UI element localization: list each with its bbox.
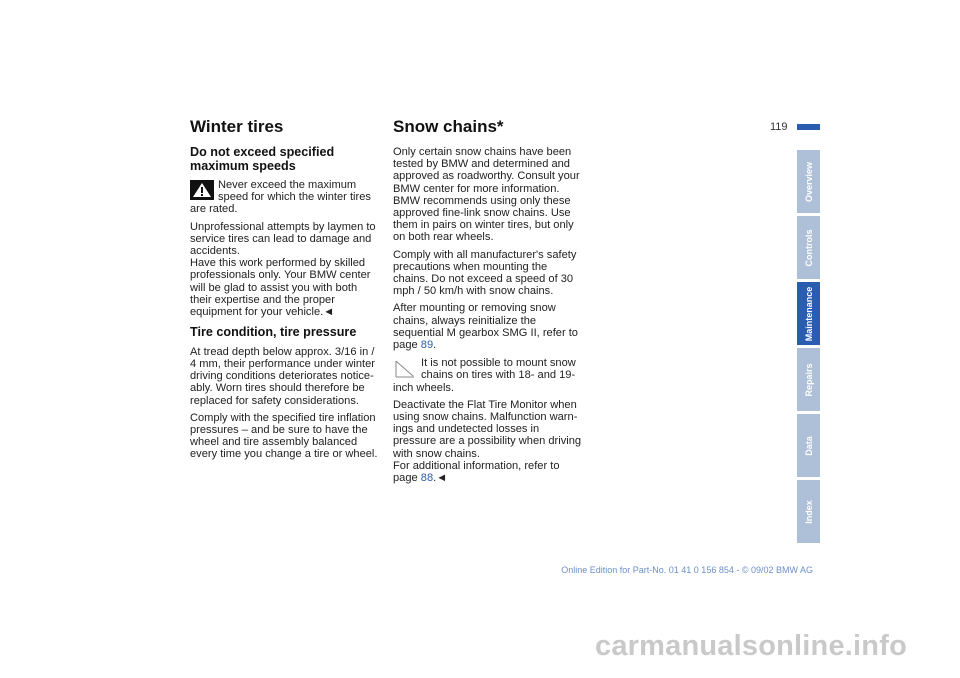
left-column — [190, 118, 380, 466]
page-number: 119 — [770, 121, 788, 133]
page-marker — [797, 124, 820, 130]
end-mark: ◄ — [323, 306, 335, 319]
warning-line: Unprofessional attempts by laymen to service tires can lead to damage and accidents. — [190, 220, 376, 258]
tab-label: Controls — [803, 229, 814, 266]
warning-note — [190, 179, 380, 216]
smg-paragraph — [393, 302, 585, 351]
warning-text: Never exceed the maximum speed for which the winter tires are rated. — [190, 179, 371, 216]
watermark: carmanualsonline.info — [595, 630, 907, 662]
tab-label: Data — [803, 435, 814, 456]
tab-label: Maintenance — [803, 286, 814, 341]
warning-icon — [190, 180, 214, 200]
tire-condition-heading: Tire condition, tire pressure — [190, 325, 357, 340]
paragraph: Comply with the specified tire inflation pressures – and be sure to have the wheel and tire assembly balanced every time you change a tire or wheel. — [190, 411, 378, 461]
tab-repairs[interactable] — [797, 348, 820, 411]
note-arrow-icon — [393, 358, 417, 378]
tab-maintenance[interactable] — [797, 282, 820, 345]
section-tabs — [797, 150, 820, 546]
speeds-heading: Do not exceed specified maximum speeds — [190, 145, 335, 173]
warning-line: Have this work performed by skilled professionals only. Your BMW center will be glad to assist you with both their expertise and the proper equipment for your vehicle. — [190, 257, 371, 319]
tab-overview[interactable] — [797, 150, 820, 213]
paragraph: Only certain snow chains have been tested by BMW and determined and approved as roadworthy. Consult your BMW center for more information. BMW recommends using only these approved fine-link snow chains. Use them in pairs on winter tires, but only on both rear wheels. — [393, 146, 580, 244]
note-line: Deactivate the Flat Tire Monitor when using snow chains. Malfunction warnings and undetected losses in pressure are a possibility when driving with snow chains. — [393, 398, 582, 460]
note-text: It is not possible to mount snow chains on tires with 18- and 19-inch wheels. — [393, 357, 576, 394]
tab-index[interactable] — [797, 480, 820, 543]
tab-controls[interactable] — [797, 216, 820, 279]
right-column — [393, 118, 585, 484]
smg-suffix: . — [433, 339, 437, 352]
page-link-88[interactable]: 88 — [420, 472, 434, 485]
page-link-89[interactable]: 89 — [420, 339, 434, 352]
snow-chains-title: Snow chains* — [393, 117, 504, 136]
paragraph: At tread depth below approx. 3/16 in / 4 mm, their performance under winter driving conditions deteriorates noticeably. Worn tires should therefore be replaced for safety considerations. — [190, 345, 375, 407]
winter-tires-title: Winter tires — [190, 117, 284, 136]
end-mark: ◄ — [436, 472, 448, 485]
smg-text: After mounting or removing snow chains, always reinitialize the sequential M gearbox SMG II, refer to page — [393, 302, 578, 352]
info-note — [393, 357, 585, 394]
footer-edition: Online Edition for Part-No. 01 41 0 156 854 - © 09/02 BMW AG — [561, 565, 813, 575]
tab-label: Repairs — [803, 362, 814, 397]
final-suffix: . — [433, 472, 437, 485]
tab-label: Index — [803, 499, 814, 524]
tab-data[interactable] — [797, 414, 820, 477]
tab-label: Overview — [803, 161, 814, 202]
final-text: For additional information, refer to page — [393, 459, 560, 485]
paragraph: Comply with all manufacturer's safety precautions when mounting the chains. Do not exceed a speed of 30 mph / 50 km/h with snow chains. — [393, 248, 577, 298]
final-line — [393, 460, 585, 484]
